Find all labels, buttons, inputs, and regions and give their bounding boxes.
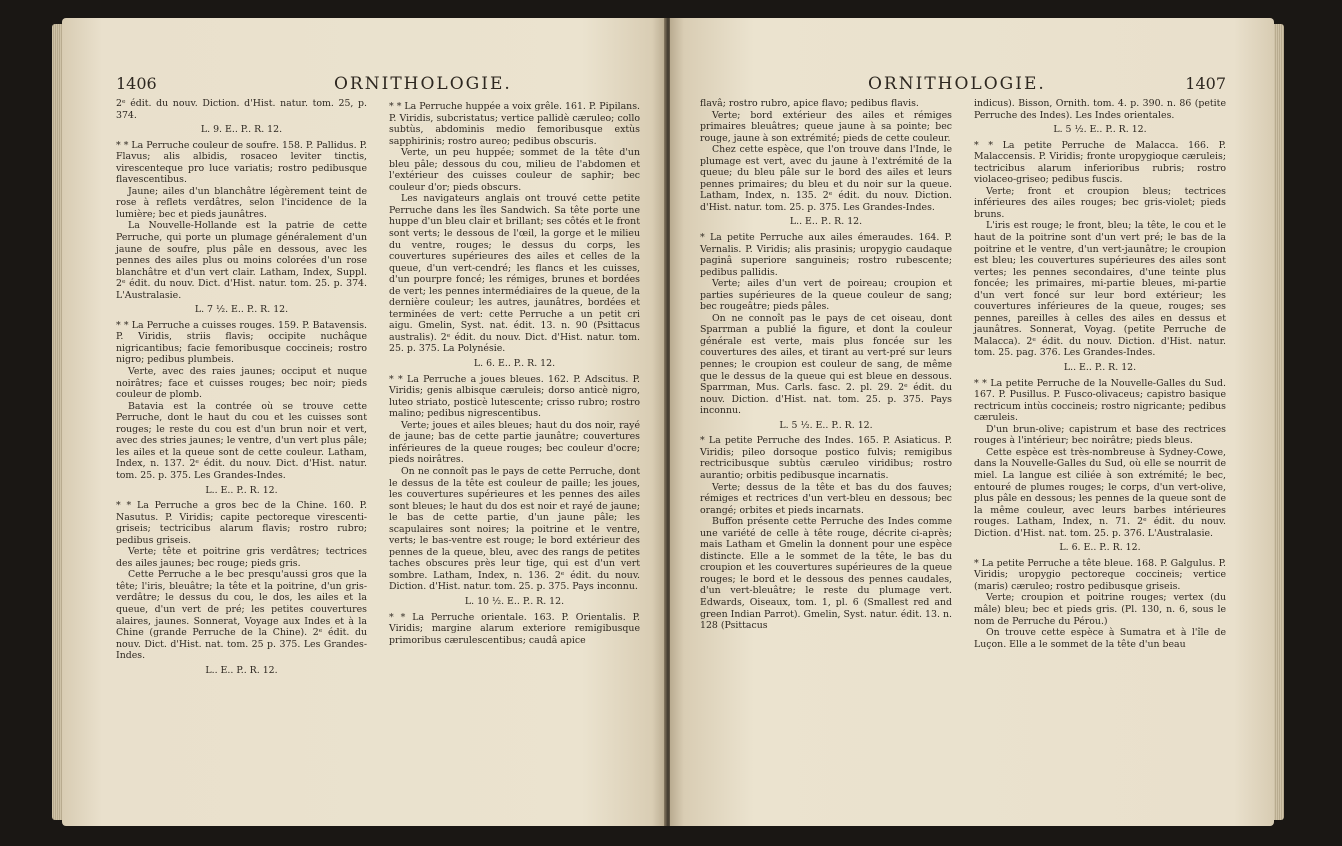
paragraph: Buffon présente cette Perruche des Indes comme une variété de celle à tête rouge, décrite ci-après; mais Latham et Gmelin la donnent pour une espèce distincte. Elle a le sommet de la tête, le bas du croupion et les couvertures supérieures de la queue rouges; le bord et le dessous des pennes caudales, d'un vert-bleuâtre; le reste du plumage vert. Edwards, Oiseaux, tom. 1, pl. 6 (Smallest red and green Indian Parrot). Gmelin, Syst. natur. édit. 13. n. 128 (Psittacus: [700, 516, 952, 632]
measurement-line: L. 9. E.. P.. R. 12.: [200, 124, 283, 136]
paragraph: flavâ; rostro rubro, apice flavo; pedibus flavis.: [700, 98, 919, 109]
page-number: 1406: [116, 74, 157, 93]
measurement-line: L.. E.. P.. R. 12.: [205, 664, 278, 676]
column-2: [389, 98, 640, 826]
paragraph: Verte; dessus de la tête et bas du dos fauves; rémiges et rectrices d'un vert-bleu en dessous; bec orangé; orbites et pieds incarnats.: [700, 481, 952, 516]
paragraph: Cette Perruche a le bec presqu'aussi gros que la tête; l'iris, bleuâtre; la tête et la poitrine, d'un gris-verdâtre; le dessus du cou, le dos, les ailes et la queue, d'un vert de pré; les petites couvertures alaires, jaunes. Sonnerat, Voyage aux Indes et à la Chine (grande Perruche de la Chine). 2ᵉ édit. du nouv. Dict. d'Hist. nat. tom. 25 p. 375. Les Grandes-Indes.: [116, 569, 367, 662]
column-1: [116, 98, 367, 826]
measurement-line: L.. E.. P.. R. 12.: [205, 484, 278, 496]
paragraph: indicus). Bisson, Ornith. tom. 4. p. 390. n. 86 (petite Perruche des Indes). Les Indes orientales.: [974, 98, 1226, 121]
species-entry: * La petite Perruche aux ailes émeraudes. 164. P. Vernalis. P. Viridis; alis prasinis; uropygio caudaque paginâ superiore sanguineis; rostro rubescente; pedibus pallidis.: [700, 232, 952, 278]
paragraph: On trouve cette espèce à Sumatra et à l'île de Luçon. Elle a le sommet de la tête d'un beau: [974, 627, 1226, 650]
species-entry: * * La Perruche a cuisses rouges. 159. P. Batavensis. P. Viridis, striis flavis; occipite nuchâque nigricantibus; facie femoribusque coccineis; rostro nigro; pedibus plumbeis.: [116, 319, 367, 366]
measurement-line: L. 10 ½. E.. P.. R. 12.: [464, 595, 565, 607]
species-entry: * * La petite Perruche de la Nouvelle-Galles du Sud. 167. P. Pusillus. P. Fusco-olivaceus; capistro basique rectricum intùs coccineis; rostro nigricante; pedibus cæruleis.: [974, 377, 1226, 424]
running-head-left: [116, 74, 640, 98]
paragraph: Verte, avec des raies jaunes; occiput et nuque noirâtres; face et cuisses rouges; bec noir; pieds couleur de plomb.: [116, 366, 367, 401]
paragraph: Cette espèce est très-nombreuse à Sydney-Cowe, dans la Nouvelle-Galles du Sud, où elle se nourrit de miel. La langue est ciliée à son extrémité; le bec, entouré de plumes rouges; le corps, d'un vert-olive, plus pâle en dessous; les pennes de la queue sont de la même couleur, avec leurs barbes intérieures rouges. Latham, Index, n. 71. 2ᵉ édit. du nouv. Diction. d'Hist. nat. tom. 25. p. 376. L'Australasie.: [974, 446, 1226, 539]
running-title: ORNITHOLOGIE.: [868, 74, 1046, 94]
species-entry: * La petite Perruche a tête bleue. 168. P. Galgulus. P. Viridis; uropygio pectoreque coccineis; vertice (maris) cæruleo; rostro pedibusque griseis.: [974, 557, 1226, 592]
paragraph: Verte; joues et ailes bleues; haut du dos noir, rayé de jaune; bas de cette partie jaunâtre; couvertures inférieures de la queue rouges; bec couleur d'ocre; pieds noirâtres.: [389, 419, 640, 466]
paragraph: L'iris est rouge; le front, bleu; la tête, le cou et le haut de la poitrine sont d'un vert pré; le bas de la poitrine et le ventre, d'un vert-jaunâtre; le croupion est bleu; les couvertures supérieures des ailes sont vertes; les pennes secondaires, d'une teinte plus foncée; les primaires, mi-partie bleues, mi-partie d'un vert foncé sur leur bord extérieur; les couvertures inférieures de la queue, rouges; ses pennes, pareilles à celles des ailes en dessus et jaunâtres. Sonnerat, Voyag. (petite Perruche de Malacca). 2ᵉ édit. du nouv. Diction. d'Hist. natur. tom. 25. pag. 376. Les Grandes-Indes.: [974, 220, 1226, 359]
species-entry: * La petite Perruche des Indes. 165. P. Asiaticus. P. Viridis; pileo dorsoque postico fulvis; remigibus rectricibusque subtùs cæruleo viridibus; rostro aurantio; orbitis pedibusque incarnatis.: [700, 435, 952, 481]
paragraph: Verte; tête et poitrine gris verdâtres; tectrices des ailes jaunes; bec rouge; pieds gris.: [116, 546, 367, 569]
species-entry: * * La Perruche a gros bec de la Chine. 160. P. Nasutus. P. Viridis; capite pectoreque virescenti-griseis; tectricibus alarum flavis; rostro rubro; pedibus griseis.: [116, 500, 367, 546]
text-columns: [116, 98, 640, 826]
paragraph: Verte, un peu huppée; sommet de la tête d'un bleu pâle; dessous du cou, milieu de l'abdomen et l'extérieur des cuisses couleur de saphir; bec couleur d'or; pieds obscurs.: [389, 147, 640, 193]
measurement-line: L. 5 ½. E.. P.. R. 12.: [779, 419, 873, 431]
measurement-line: L.. E.. P.. R. 12.: [1063, 362, 1137, 374]
column-2: [974, 98, 1226, 826]
left-page: [62, 18, 666, 826]
running-title: ORNITHOLOGIE.: [334, 74, 512, 94]
page-number: 1407: [1185, 74, 1226, 93]
measurement-line: L. 5 ½. E.. P.. R. 12.: [1053, 124, 1147, 136]
species-entry: * * La Perruche a joues bleues. 162. P. Adscitus. P. Viridis; genis albisque cæruleis; dorso anticè nigro, luteo striato, posticè lutescente; crisso rubro; rostro malino; pedibus nigrescentibus.: [389, 373, 640, 420]
measurement-line: L. 6. E.. P.. R. 12.: [1059, 542, 1141, 554]
column-1: [700, 98, 952, 826]
paragraph: Verte; front et croupion bleus; tectrices inférieures des ailes rouges; bec gris-violet; pieds bruns.: [974, 185, 1226, 220]
measurement-line: L. 6. E.. P.. R. 12.: [473, 358, 556, 370]
paragraph: Verte; croupion et poitrine rouges; vertex (du mâle) bleu; bec et pieds gris. (Pl. 130, n. 6, sous le nom de Perruche du Pérou.): [974, 592, 1226, 627]
paragraph: Les navigateurs anglais ont trouvé cette petite Perruche dans les îles Sandwich. Sa tête porte une huppe d'un bleu clair et brillant; ses côtés et le front sont verts; le dessous de l'œil, la gorge et le milieu du ventre, rouges; le dessus du corps, les couvertures supérieures des ailes et celles de la queue, d'un vert-cendré; les flancs et les cuisses, d'un pourpre foncé; les rémiges, brunes et bordées de vert; les pennes intermédiaires de la queue, de la dernière couleur; les autres, jaunâtres, bordées et terminées de vert: cette Perruche a un petit cri aigu. Gmelin, Syst. nat. édit. 13. n. 90 (Psittacus australis). 2ᵉ édit. du nouv. Dict. d'Hist. natur. tom. 25. p. 375. La Polynésie.: [389, 193, 640, 355]
right-page: [670, 18, 1274, 826]
paragraph: Verte; bord extérieur des ailes et rémiges primaires bleuâtres; queue jaune à sa pointe; bec rouge, jaune à son extrémité; pieds de cette couleur.: [700, 109, 952, 144]
running-head-right: [700, 74, 1226, 98]
species-entry: * * La Perruche huppée a voix grêle. 161. P. Pipilans. P. Viridis, subcristatus; vertice pallidè cæruleo; collo subtùs, abdominis medio femoribusque extùs sapphirinis; rostro aureo; pedibus obscuris.: [389, 101, 640, 147]
text-columns: [700, 98, 1226, 826]
open-book: [62, 18, 1274, 826]
paragraph: Batavia est la contrée où se trouve cette Perruche, dont le haut du cou et les cuisses sont rouges; le reste du cou est d'un brun noir et vert, avec des stries jaunes; le ventre, d'un vert plus pâle; les ailes et la queue sont de cette couleur. Latham, Index, n. 137. 2ᵉ édit. du nouv. Dict. d'Hist. natur. tom. 25. p. 375. Les Grandes-Indes.: [116, 400, 367, 481]
species-entry: * * La Perruche couleur de soufre. 158. P. Pallidus. P. Flavus; alis albidis, rosaceo leviter tinctis, virescenteque pro luce variatis; rostro pedibusque flavescentibus.: [116, 139, 367, 186]
measurement-line: L. 7 ½. E.. P.. R. 12.: [194, 304, 289, 316]
measurement-line: L.. E.. P.. R. 12.: [789, 216, 863, 228]
paragraph: On ne connoît pas le pays de cette Perruche, dont le dessus de la tête est couleur de paille; les joues, les couvertures supérieures et les pennes des ailes sont bleues; le haut du dos est noir et rayé de jaune; le bas de cette partie, d'un jaune pâle; les scapulaires sont noires; la poitrine et le ventre, verts; le bas-ventre est rouge; le bord extérieur des pennes de la queue, bleu, avec des rangs de petites taches obscures près leur tige, qui est d'un vert sombre. Latham, Index, n. 136. 2ᵉ édit. du nouv. Diction. d'Hist. natur. tom. 25. p. 375. Pays inconnu.: [389, 465, 640, 593]
paragraph: Jaune; ailes d'un blanchâtre légèrement teint de rose à reflets verdâtres, selon l'incidence de la lumière; bec et pieds jaunâtres.: [116, 185, 367, 220]
paragraph: D'un brun-olive; capistrum et base des rectrices rouges à l'intérieur; bec noirâtre; pieds bleus.: [974, 423, 1226, 447]
paragraph: Chez cette espèce, que l'on trouve dans l'Inde, le plumage est vert, avec du jaune à l'extrémité de la queue; du bleu pâle sur le bord des ailes et leurs pennes primaires; du bleu et du noir sur la queue. Latham, Index, n. 135. 2ᵉ édit. du nouv. Diction. d'Hist. natur. tom. 25. p. 375. Les Grandes-Indes.: [700, 144, 952, 213]
paragraph: La Nouvelle-Hollande est la patrie de cette Perruche, qui porte un plumage généralement d'un jaune de soufre, plus pâle en dessous, avec les pennes des ailes plus ou moins colorées d'un rose blanchâtre et d'un vert clair. Latham, Index, Suppl. 2ᵉ édit. du nouv. Dict. d'Hist. natur. tom. 25. p. 374. L'Australasie.: [116, 220, 367, 301]
paragraph: On ne connoît pas le pays de cet oiseau, dont Sparrman a publié la figure, et dont la couleur générale est verte, mais plus foncée sur les couvertures des ailes, et tirant au vert-pré sur leurs pennes; le croupion est couleur de sang, de même que le dessus de la queue qui est bleue en dessous. Sparrman, Mus. Carls. fasc. 2. pl. 29. 2ᵉ édit. du nouv. Diction. d'Hist. nat. tom. 25. p. 375. Pays inconnu.: [700, 312, 952, 417]
paragraph: 2ᵉ édit. du nouv. Diction. d'Hist. natur. tom. 25, p. 374.: [116, 98, 367, 121]
paragraph: Verte; ailes d'un vert de poireau; croupion et parties supérieures de la queue couleur de sang; bec rougeâtre; pieds pâles.: [700, 278, 952, 313]
species-entry: * * La Perruche orientale. 163. P. Orientalis. P. Viridis; margine alarum exteriore remigibusque primoribus cærulescentibus; caudâ apice: [389, 611, 640, 646]
species-entry: * * La petite Perruche de Malacca. 166. P. Malaccensis. P. Viridis; fronte uropygioque cæruleis; tectricibus alarum inferioribus rubris; rostro violaceo-griseo; pedibus fuscis.: [974, 139, 1226, 186]
